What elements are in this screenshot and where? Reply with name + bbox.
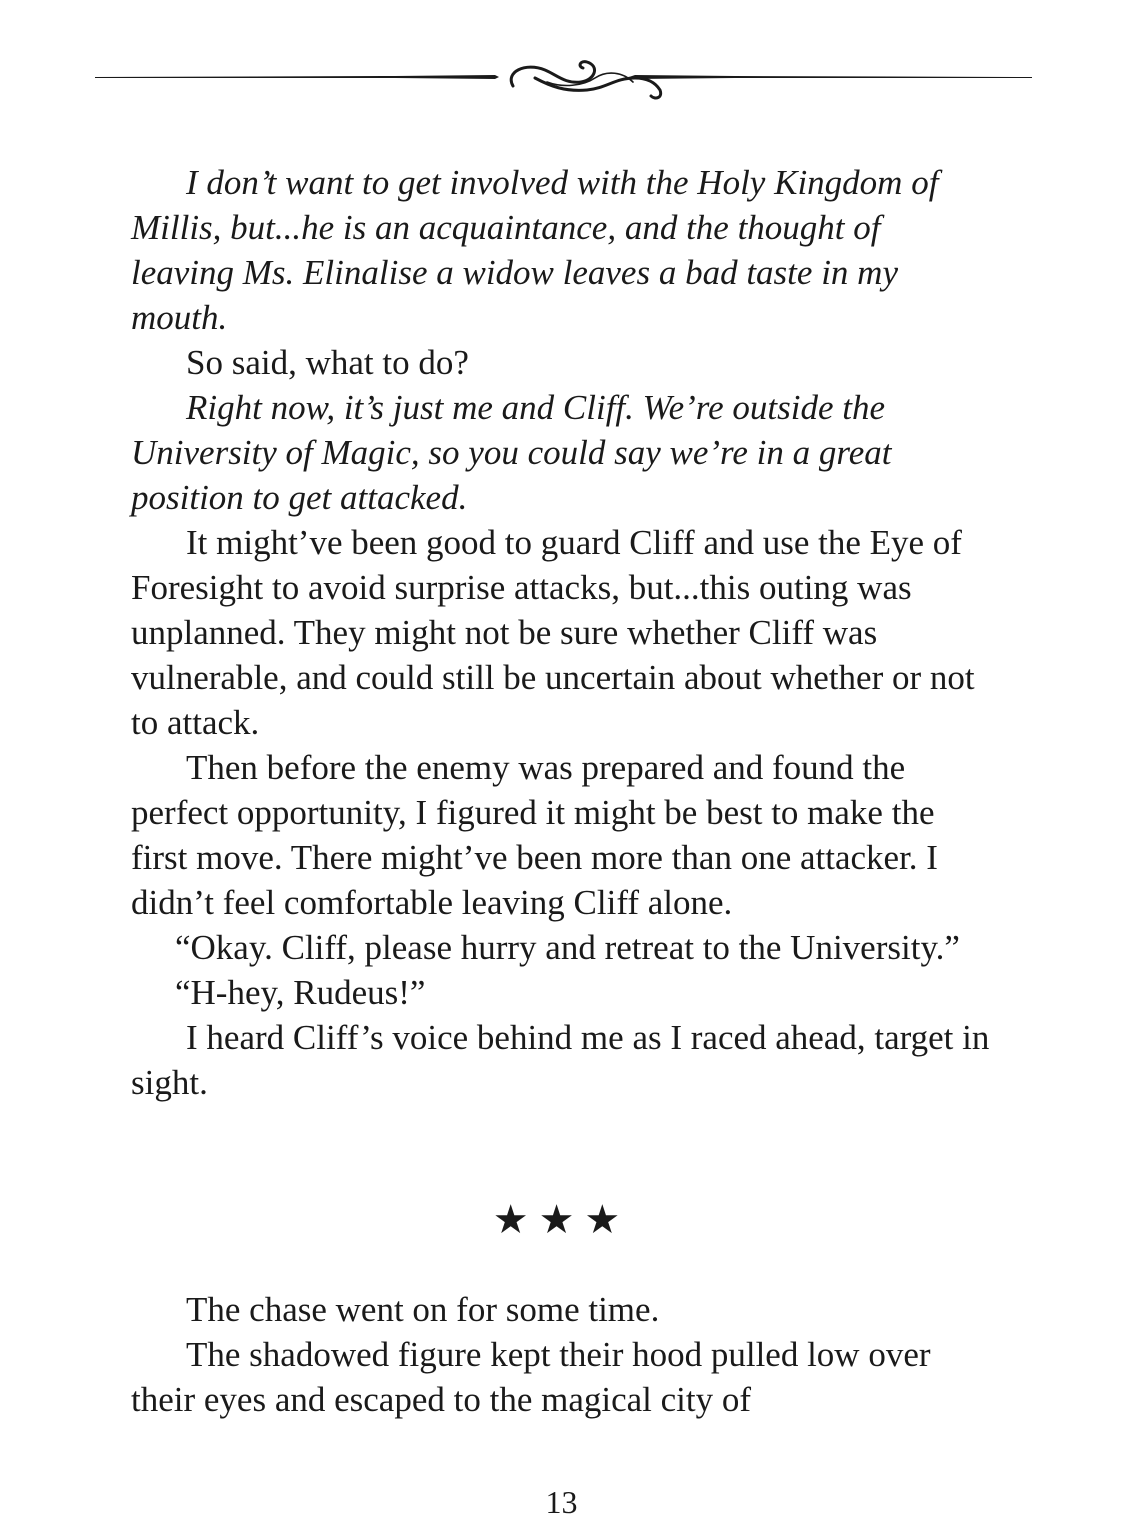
paragraph-2: So said, what to do? [186,343,469,382]
scene-break-stars: ★★★ [492,1197,631,1243]
body-text-section-1 [131,160,991,1105]
paragraph-1: I don’t want to get involved with the Holy Kingdom of Millis, but...he is an acquaintance, and the thought of leaving Ms. Elinalise a widow leaves a bad taste in my mouth. [131,163,939,337]
flourish-right-rule [629,75,1032,79]
paragraph-3: Right now, it’s just me and Cliff. We’re outside the University of Magic, so you could say we’re in a great position to get attacked. [131,388,892,517]
flourish-swash [511,62,660,98]
paragraph-9: The chase went on for some time. [186,1290,660,1329]
paragraph-8: I heard Cliff’s voice behind me as I raced ahead, target in sight. [131,1018,990,1102]
paragraph-10: The shadowed figure kept their hood pulled low over their eyes and escaped to the magical city of [131,1335,931,1419]
header-flourish-ornament [95,52,1032,104]
paragraph-4: It might’ve been good to guard Cliff and use the Eye of Foresight to avoid surprise attacks, but...this outing was unplanned. They might not be sure whether Cliff was vulnerable, and could still be uncertain about whether or not to attack. [131,523,975,742]
paragraph-7: “H-hey, Rudeus!” [175,973,426,1012]
page-number: 13 [545,1484,578,1520]
paragraph-5: Then before the enemy was prepared and found the perfect opportunity, I figured it might be best to make the first move. There might’ve been more than one attacker. I didn’t feel comfortable leaving Cliff alone. [131,748,938,922]
paragraph-6: “Okay. Cliff, please hurry and retreat to the University.” [175,928,960,967]
body-text-section-2 [131,1287,991,1422]
flourish-left-rule [95,75,499,79]
